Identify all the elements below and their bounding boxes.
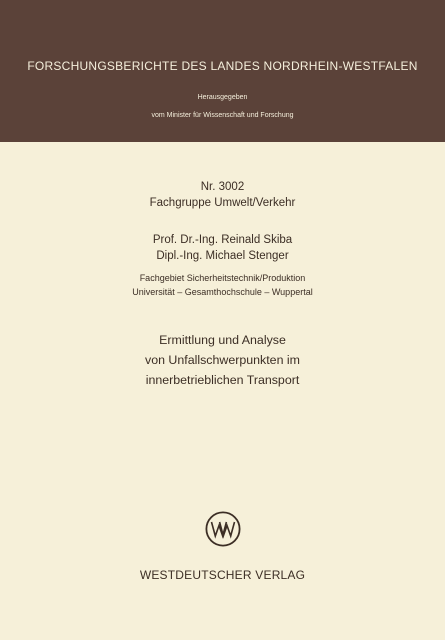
department: Fachgebiet Sicherheitstechnik/Produktion [139, 273, 306, 283]
editor-label: Herausgegeben [197, 94, 248, 101]
university: Universität – Gesamthochschule – Wuppertal [132, 287, 313, 297]
publisher-name: WESTDEUTSCHER VERLAG [139, 568, 306, 582]
editor-name: vom Minister für Wissenschaft und Forschung [151, 112, 294, 119]
series-banner [0, 0, 445, 142]
report-number: Nr. 3002 [200, 181, 245, 193]
book-title-line: von Unfallschwerpunkten im [145, 353, 300, 367]
author-name: Dipl.-Ing. Michael Stenger [156, 250, 289, 262]
book-title-line: Ermittlung und Analyse [159, 333, 286, 347]
ww-logo-icon [205, 511, 241, 547]
author-name: Prof. Dr.-Ing. Reinald Skiba [152, 234, 293, 246]
book-title-line: innerbetrieblichen Transport [145, 373, 300, 387]
subject-group: Fachgruppe Umwelt/Verkehr [149, 197, 296, 209]
series-title: FORSCHUNGSBERICHTE DES LANDES NORDRHEIN-WESTFALEN [27, 59, 418, 73]
